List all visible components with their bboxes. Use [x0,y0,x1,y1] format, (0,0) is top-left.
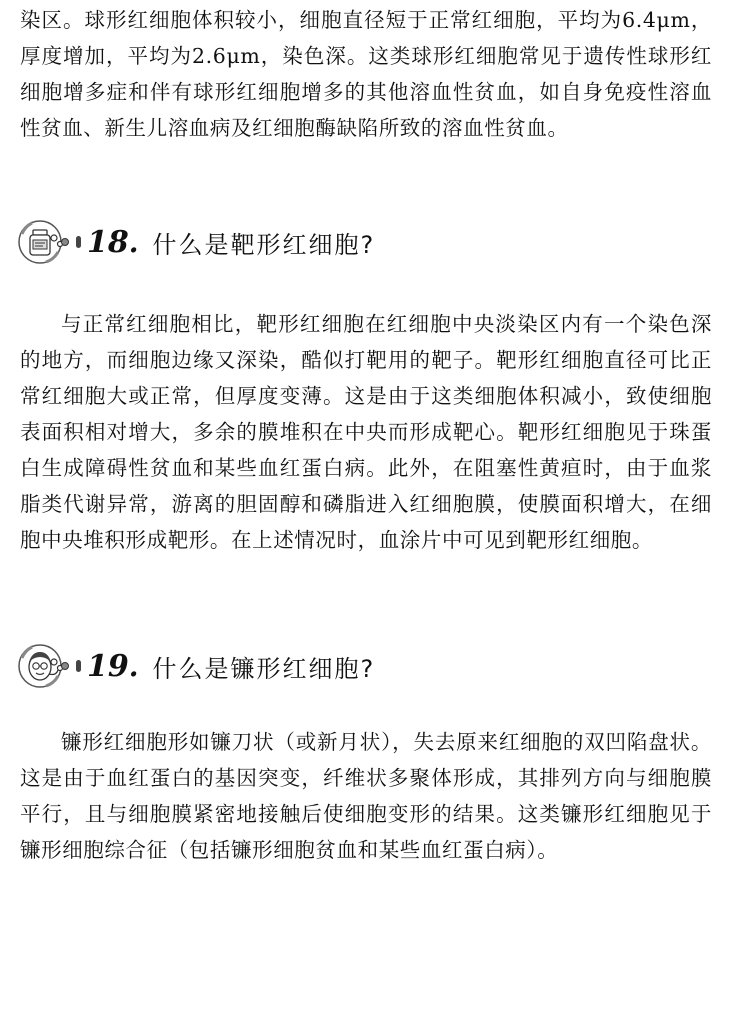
section-18-body: 与正常红细胞相比，靶形红细胞在红细胞中央淡染区内有一个染色深的地方，而细胞边缘又深染，酷似打靶用的靶子。靶形红细胞直径可比正常红细胞大或正常，但厚度变薄。这是由于这类细胞体积减小，致使细胞表面积相对增大，多余的膜堆积在中央而形成靶心。靶形红细胞见于珠蛋白生成障碍性贫血和某些血红蛋白病。此外，在阻塞性黄疸时，由于血浆脂类代谢异常，游离的胆固醇和磷脂进入红细胞膜，使膜面积增大，在细胞中央堆积形成靶形。在上述情况时，血涂片中可见到靶形红细胞。 [20,312,712,552]
number-separator: . [128,225,139,259]
section-19-heading [16,638,375,694]
section-18-heading [16,214,375,270]
bullet-dot [76,236,81,248]
section-19-title: 什么是镰形红细胞? [152,654,376,683]
number-separator: . [128,649,139,683]
section-18-title: 什么是靶形红细胞? [152,230,376,259]
doctor-face-icon [16,640,74,692]
bullet-dot [76,660,81,672]
medicine-bottle-icon [16,216,74,268]
section-18-number: 18 [87,224,129,260]
section-19-body: 镰形红细胞形如镰刀状（或新月状），失去原来红细胞的双凹陷盘状。这是由于血红蛋白的基因突变，纤维状多聚体形成，其排列方向与细胞膜平行，且与细胞膜紧密地接触后使细胞变形的结果。这类镰形红细胞见于镰形细胞综合征（包括镰形细胞贫血和某些血红蛋白病）。 [20,730,712,862]
intro-paragraph: 染区。球形红细胞体积较小，细胞直径短于正常红细胞，平均为6.4μm，厚度增加，平均为2.6μm，染色深。这类球形红细胞常见于遗传性球形红细胞增多症和伴有球形红细胞增多的其他溶血性贫血，如自身免疫性溶血性贫血、新生儿溶血病及红细胞酶缺陷所致的溶血性贫血。 [20,8,712,140]
section-19-number: 19 [87,648,129,684]
